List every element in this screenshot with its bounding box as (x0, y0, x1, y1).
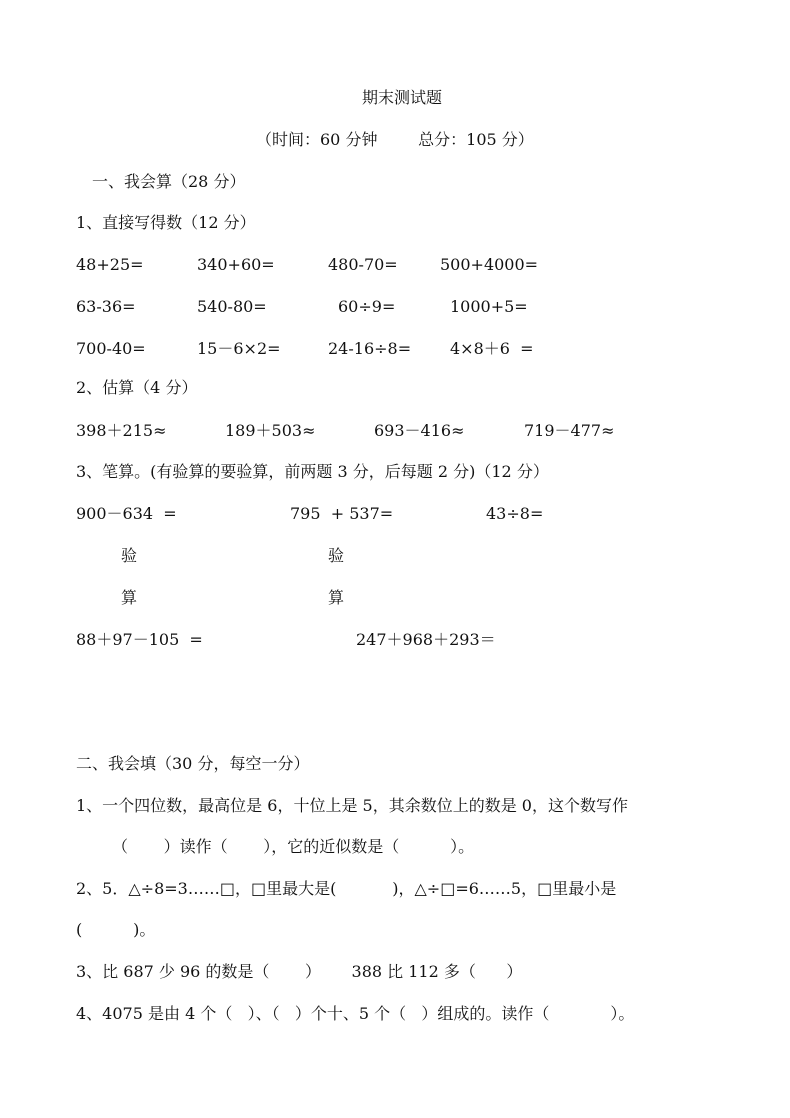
estimate-item: 693－416≈ (374, 421, 465, 440)
page-subtitle: （时间：60 分钟 总分：105 分） (256, 130, 534, 149)
question-2-heading: 2、估算（4 分） (76, 378, 198, 397)
fill-question-1: 1、一个四位数，最高位是 6，十位上是 5，其余数位上的数是 0，这个数写作 (76, 796, 628, 815)
page-title: 期末测试题 (362, 88, 443, 107)
written-calc-item: 43÷8= (486, 504, 544, 523)
question-3-heading: 3、笔算。(有验算的要验算，前两题 3 分，后每题 2 分)（12 分） (76, 462, 549, 481)
question-1-heading: 1、直接写得数（12 分） (76, 213, 256, 232)
calc-item: 340+60= (197, 255, 275, 274)
calc-item: 15－6×2= (197, 339, 281, 358)
calc-item: 4×8＋6 = (450, 339, 534, 358)
fill-question-3: 3、比 687 少 96 的数是（ ） 388 比 112 多（ ） (76, 962, 523, 981)
fill-question-4: 4、4075 是由 4 个（ ）、（ ）个十、5 个（ ）组成的。读作（ ）。 (76, 1004, 635, 1023)
calc-item: 500+4000= (440, 255, 539, 274)
section-1-heading: 一、我会算（28 分） (92, 172, 246, 191)
section-2-heading: 二、我会填（30 分，每空一分） (76, 754, 310, 773)
calc-item: 700-40= (76, 339, 146, 358)
check-label: 算 (121, 588, 138, 607)
calc-item: 48+25= (76, 255, 144, 274)
check-label: 验 (328, 546, 345, 565)
calc-item: 540-80= (197, 297, 267, 316)
fill-question-1-cont: （ ）读作（ ），它的近似数是（ ）。 (112, 837, 475, 856)
written-calc-item: 795 + 537= (290, 504, 394, 523)
written-calc-item: 88＋97－105 = (76, 630, 203, 649)
fill-question-2-cont: ( )。 (76, 920, 156, 939)
fill-question-2: 2、5．△÷8=3……□，□里最大是( )，△÷□=6……5，□里最小是 (76, 879, 617, 898)
check-label: 算 (328, 588, 345, 607)
calc-item: 63-36= (76, 297, 136, 316)
written-calc-item: 900－634 = (76, 504, 177, 523)
calc-item: 480-70= (328, 255, 398, 274)
calc-item: 60÷9= (338, 297, 396, 316)
written-calc-item: 247＋968＋293＝ (356, 630, 496, 649)
check-label: 验 (121, 546, 138, 565)
estimate-item: 398＋215≈ (76, 421, 167, 440)
estimate-item: 719－477≈ (524, 421, 615, 440)
calc-item: 1000+5= (450, 297, 528, 316)
calc-item: 24-16÷8= (328, 339, 412, 358)
estimate-item: 189＋503≈ (225, 421, 316, 440)
